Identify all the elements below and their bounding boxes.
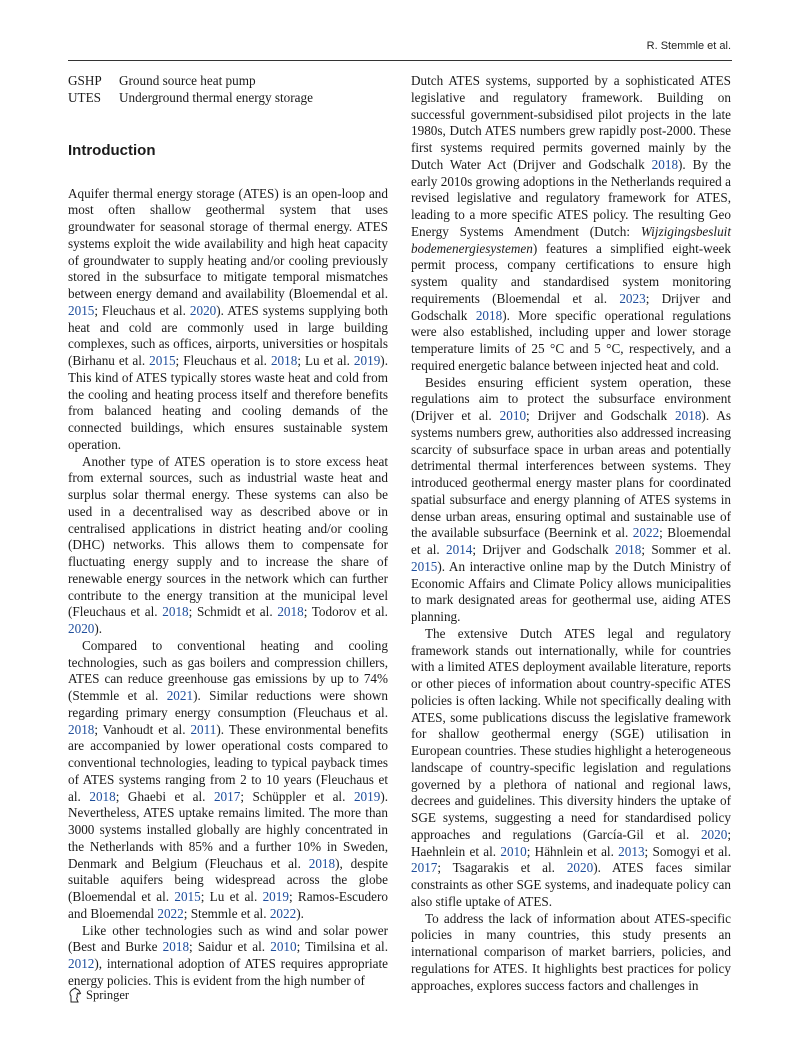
citation-year-link[interactable]: 2018 [651, 156, 679, 172]
citation-year-link[interactable]: 2010 [499, 408, 527, 423]
citation-year-link[interactable]: 2015 [68, 302, 95, 318]
abbreviation-term: GSHP [68, 73, 102, 88]
citation-year-link[interactable]: 2022 [157, 905, 184, 921]
citation-year-link[interactable]: 2017 [411, 860, 438, 876]
citation-year-link[interactable]: 2023 [619, 290, 646, 306]
citation-year-link[interactable]: 2018 [614, 542, 642, 557]
citation-year-link[interactable]: 2019 [353, 788, 381, 804]
citation-year-link[interactable]: 2022 [632, 525, 660, 541]
springer-horse-icon [68, 987, 82, 1003]
citation-year-link[interactable]: 2020 [68, 621, 95, 636]
citation-year-link[interactable]: 2018 [270, 353, 298, 368]
citation-year-link[interactable]: 2010 [500, 843, 527, 859]
right-column [411, 73, 731, 994]
citation-year-link[interactable]: 2015 [149, 353, 176, 368]
paragraph: Compared to conventional heating and cooling technologies, such as gas boilers and compression chillers, ATES can reduce greenhouse gas emissions by up to 74% (Stemmle et al. 2021). Similar reductions were shown regarding primary energy consumption (Fleuchaus et al. 2018; Vanhoudt et al. 2011). These environmental benefits are accompanied by lower operational costs compared to conventional technologies, leading to typical payback times of ATES systems ranging from 2 to 10 years (Fleuchaus et al. 2018; Ghaebi et al. 2017; Schüppler et al. 2019). Nevertheless, ATES uptake remains limited. The more than 3000 systems installed globally are highly concentrated in the Netherlands with 85% and a further 10% in Sweden, Denmark and Belgium (Fleuchaus et al. 2018), despite suitable aquifers being widespread across the globe (Bloemendal et al. 2015; Lu et al. 2019; Ramos-Escudero and Bloemendal 2022; Stemmle et al. 2022). [68, 637, 389, 921]
footer-publisher [68, 987, 129, 1003]
citation-year-link[interactable]: 2015 [174, 889, 201, 904]
paragraph: Aquifer thermal energy storage (ATES) is an open-loop and most often shallow geothermal system that uses groundwater for seasonal storage of thermal energy. ATES systems exploit the wide availability and high heat capacity of groundwater to supply heating and/or cooling previously stored in the subsurface to mitigate temporal mismatches between energy demand and availability (Bloemendal et al. 2015; Fleuchaus et al. 2020). ATES systems supplying both heat and cold are commonly used in large building complexes, such as offices, airports, universities or hospitals (Birhanu et al. 2015; Fleuchaus et al. 2018; Lu et al. 2019). This kind of ATES typically stores waste heat and cold from the cooling and heating process itself and therefore benefits from balanced heating and cooling demands of the connected buildings, which ensures sustainable system operation. [68, 185, 389, 452]
paragraph: The extensive Dutch ATES legal and regulatory framework stands out internationally, while for countries with a limited ATES deployment available literature, reports or other pieces of information about country-specific ATES policies is often lacking. While not specifically dealing with ATES, some publications discuss the legislative framework for shallow geothermal energy (SGE) utilisation in European countries. These studies highlight a heterogeneous landscape of country-specific legislation and regulations governed by a plethora of national and regional laws, decrees and guidelines. This diversity hinders the uptake of SGE systems, suggesting a need for standardised policy approaches and regulations (García-Gil et al. 2020; Haehnlein et al. 2010; Hähnlein et al. 2013; Somogyi et al. 2017; Tsagarakis et al. 2020). ATES faces similar constraints as other SGE systems, and inadequate policy can also stifle uptake of ATES. [411, 625, 731, 909]
left-column [68, 73, 388, 990]
citation-year-link[interactable]: 2011 [190, 721, 217, 737]
paragraph-segment: ) features a simplified eight-week permit process, company certifications to ensure high system quality and standardised system monitoring requirements (Bloemendal et al. 2023; Drijver and Godschalk 2018). More specific operational regulations were also established, including upper and lower storage temperature limits of 25 °C and 5 °C, respectively, and a required energetic balance between injected heat and cold. [411, 240, 731, 373]
citation-year-link[interactable]: 2019 [353, 353, 381, 368]
citation-year-link[interactable]: 2012 [68, 956, 95, 971]
citation-year-link[interactable]: 2020 [700, 826, 728, 842]
abbreviation-entry [68, 73, 388, 90]
paragraph: Besides ensuring efficient system operation, these regulations aim to protect the subsurface environment (Drijver et al. 2010; Drijver and Godschalk 2018). As systems numbers grew, authorities also addressed increasing scarcity of subsurface space in urban areas and potentially detrimental thermal interferences between systems. They introduced geothermal energy master plans for coordinated spatial subsurface and energy planning of ATES systems in dense urban areas, ensuring optimal and sustainable use of the available subsurface (Beernink et al. 2022; Bloemendal et al. 2014; Drijver and Godschalk 2018; Sommer et al. 2015). An interactive online map by the Dutch Ministry of Economic Affairs and Climate Policy allows municipalities to mark designated areas for geothermal use, aiding ATES planning. [411, 374, 732, 624]
publisher-name: Springer [86, 987, 130, 1002]
abbreviation-term: UTES [68, 89, 101, 105]
paragraph [411, 73, 731, 375]
citation-year-link[interactable]: 2018 [89, 788, 116, 804]
citation-year-link[interactable]: 2018 [162, 604, 189, 620]
running-header-author: R. Stemmle et al. [646, 40, 731, 52]
citation-year-link[interactable]: 2015 [411, 558, 438, 574]
citation-year-link[interactable]: 2018 [277, 604, 304, 620]
citation-year-link[interactable]: 2020 [566, 860, 594, 876]
citation-year-link[interactable]: 2018 [162, 939, 190, 955]
citation-year-link[interactable]: 2019 [262, 889, 289, 904]
citation-year-link[interactable]: 2018 [675, 408, 702, 423]
citation-year-link[interactable]: 2017 [213, 788, 241, 804]
citation-year-link[interactable]: 2018 [68, 721, 95, 737]
italic-term: Wijzigingsbesluit bodemenergiesystemen [411, 223, 731, 256]
citation-year-link[interactable]: 2022 [269, 905, 297, 921]
citation-year-link[interactable]: 2018 [308, 855, 336, 871]
citation-year-link[interactable]: 2014 [446, 542, 473, 557]
paragraph-segment: Dutch ATES systems, supported by a sophisticated ATES legislative and regulatory framework. Building on successful government-subsidised pilot projects in the late 1980s, Dutch ATES numbers grew rapidly post-2000. These first systems required permits governed mainly by the Dutch Water Act (Drijver and Godschalk 2018). By the early 2010s growing adoptions in the Netherlands required a revised legislative and regulatory framework for ATES, leading to a more specific ATES policy. The resulting Geo Energy Systems Amendment (Dutch: [411, 73, 731, 239]
citation-year-link[interactable]: 2021 [166, 688, 194, 703]
section-heading-introduction: Introduction [68, 141, 156, 159]
citation-year-link[interactable]: 2018 [475, 307, 503, 323]
abbreviation-entry [68, 90, 388, 107]
abbreviation-definition: Ground source heat pump [119, 73, 256, 88]
paragraph: Like other technologies such as wind and solar power (Best and Burke 2018; Saidur et al. 2010; Timilsina et al. 2012), international adoption of ATES requires appropriate energy policies. This is evident from the high number of [68, 922, 388, 988]
citation-year-link[interactable]: 2013 [618, 843, 645, 859]
header-divider [68, 60, 732, 61]
abbreviation-definition: Underground thermal energy storage [119, 89, 313, 105]
citation-year-link[interactable]: 2010 [270, 939, 297, 955]
paragraph: To address the lack of information about ATES-specific policies in many countries, this study presents an international comparison of market barriers, policies, and regulations for ATES. It highlights best practices for policy approaches, explores success factors and challenges in [411, 910, 731, 993]
citation-year-link[interactable]: 2020 [189, 302, 217, 318]
paragraph: Another type of ATES operation is to store excess heat from external sources, such as industrial waste heat and surplus solar thermal energy. These systems can also be used in a decentralised way as described above or in centralised applications in district heating and/or cooling (DHC) networks. This allows them to compensate for fluctuating energy supply and to increase the share of renewable energy sources in the network which can further contribute to the energy transition at the municipal level (Fleuchaus et al. 2018; Schmidt et al. 2018; Todorov et al. 2020). [68, 453, 388, 636]
